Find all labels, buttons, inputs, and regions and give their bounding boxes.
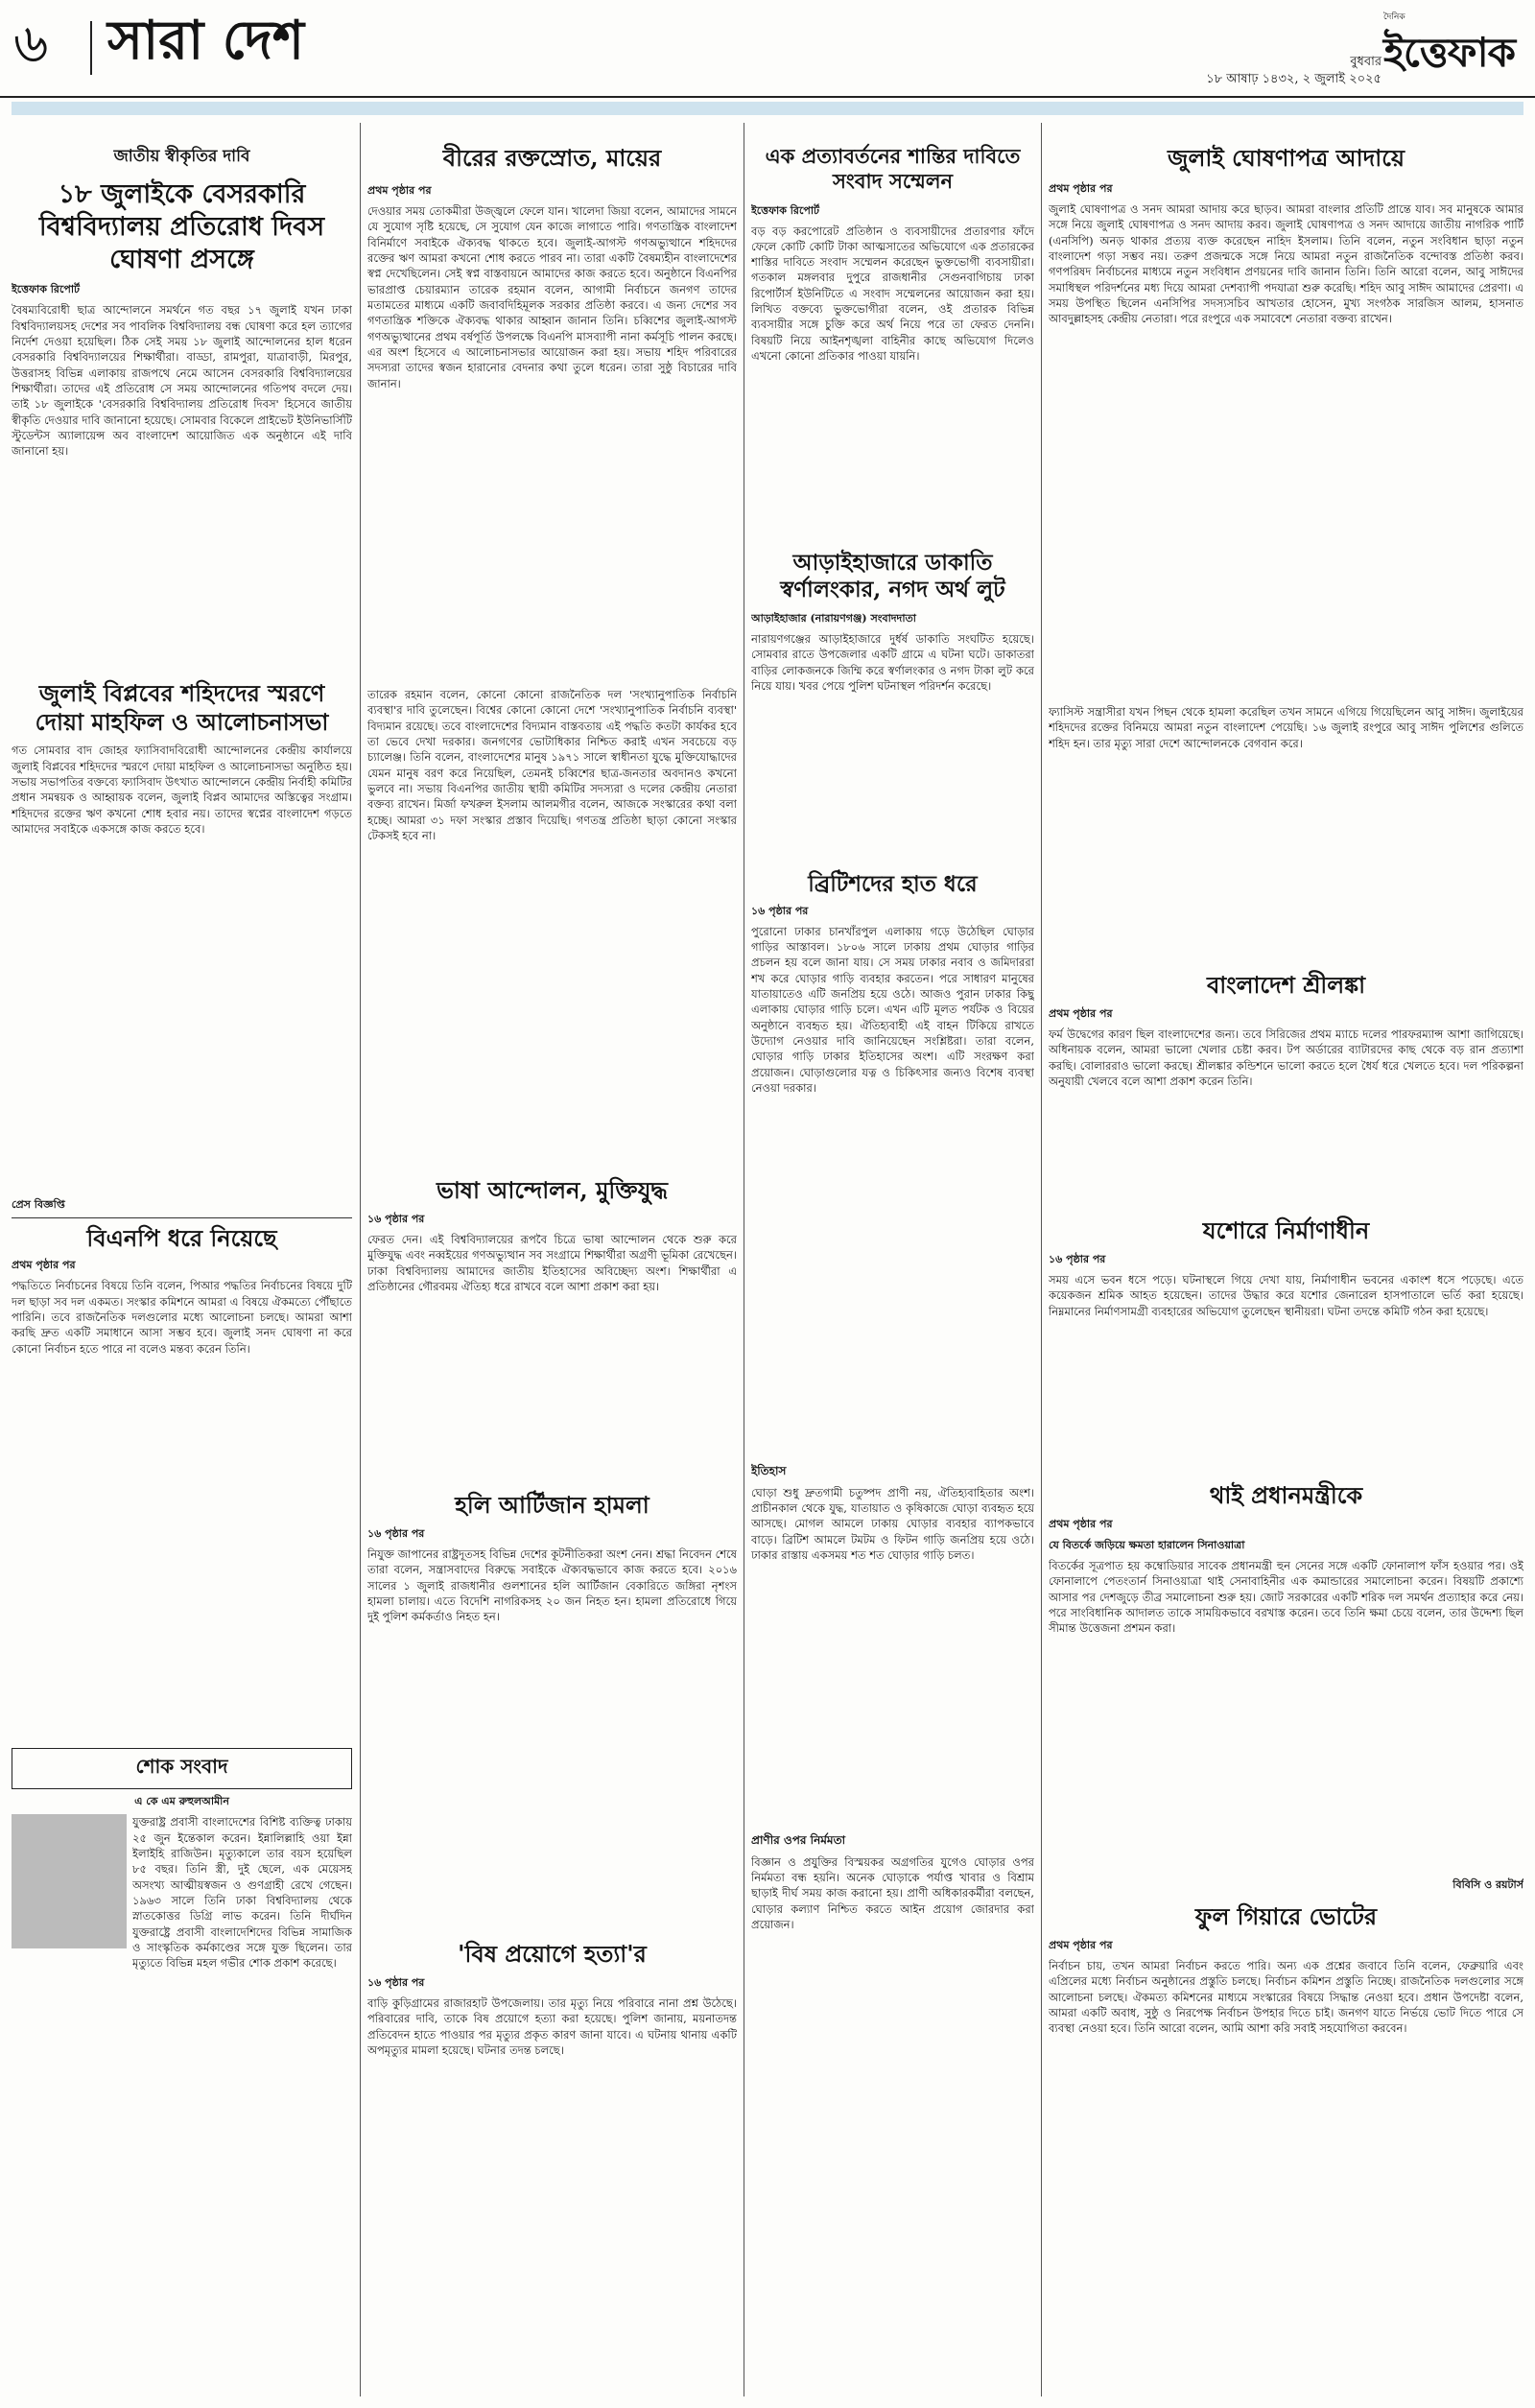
obituary-body: যুক্তরাষ্ট্র প্রবাসী বাংলাদেশের বিশিষ্ট ব্যক্তিত্ব ঢাকায় ২৫ জুন ইন্তেকাল করেন। ইন্নালিল্লাহি ওয়া ইন্না ইলাইহি রাজিউন। মৃত্যুকালে তার বয়স হয়েছিল ৮৫ বছর। তিনি স্ত্রী, দুই ছেলে, এক মেয়েসহ অসংখ্য আত্মীয়স্বজন ও গুণগ্রাহী রেখে গেছেন। ১৯৬৩ সালে তিনি ঢাকা বিশ্ববিদ্যালয় থেকে স্নাতকোত্তর ডিগ্রি লাভ করেন। তিনি দীর্ঘদিন যুক্তরাষ্ট্রে প্রবাসী বাংলাদেশিদের বিভিন্ন সামাজিক ও সাংস্কৃতিক কর্মকাণ্ডের সঙ্গে যুক্ত ছিলেন। তার মৃত্যুতে বিভিন্ন মহল গভীর শোক প্রকাশ করেছে। (132, 1815, 352, 1971)
article-headline: বীরের রক্তস্রোত, মায়ের (442, 144, 662, 172)
article-headline: ১৮ জুলাইকে বেসরকারি বিশ্ববিদ্যালয় প্রতিরোধ দিবস ঘোষণা প্রসঙ্গে (38, 179, 325, 274)
byline: আড়াইহাজার (নারায়ণগঞ্জ) সংবাদদাতা (751, 612, 916, 625)
article-body: জুলাই ঘোষণাপত্র ও সনদ আমরা আদায় করে ছাড়ব। আমরা বাংলার প্রতিটি প্রান্তে যাব। সব মানুষকে আমার সঙ্গে নিয়ে জুলাই ঘোষণাপত্র ও সনদ আদায় করব। জুলাই ঘোষণাপত্র ও সনদ আদায়ে জাতীয় নাগরিক পার্টি (এনসিপি) অনড় থাকার প্রত্যয় ব্যক্ত করেছেন নাহিদ ইসলাম। তিনি বলেন, নতুন সংবিধান ছাড়া নতুন বাংলাদেশ গড়া সম্ভব নয়। তরুণ প্রজন্মকে সঙ্গে নিয়ে আমরা নতুন রাজনৈতিক বন্দোবস্ত প্রতিষ্ঠা করব। গণপরিষদ নির্বাচনের মাধ্যমে নতুন সংবিধান প্রণয়নের দাবি জানান তিনি। তিনি আরো বলেন, আবু সাঈদের সমাধিস্থল পরিদর্শনের মধ্য দিয়ে আমরা দেশব্যাপী পদযাত্রা শুরু করেছি। শহিদ আবু সাঈদ আমাদের প্রেরণা। এ সময় উপস্থিত ছিলেন এনসিপির সদস্যসচিব আখতার হোসেন, মুখ্য সংগঠক সারজিস আলম, হাসনাত আবদুল্লাহসহ কেন্দ্রীয় নেতারা। পরে রংপুরে এক সমাবেশে নেতারা বক্তব্য রাখেন। (1049, 202, 1523, 326)
subarticle-headline: যশোরে নির্মাণাধীন (1202, 1216, 1370, 1244)
subarticle-headline: ফুল গিয়ারে ভোটের (1194, 1902, 1378, 1930)
color-band (12, 102, 1523, 115)
weekday: বুধবার (1350, 55, 1382, 69)
continued-from: প্রথম পৃষ্ঠার পর (1049, 182, 1113, 195)
logo-small-text: দৈনিক (1383, 12, 1405, 22)
subarticle-body: বিতর্কের সূত্রপাত হয় কম্বোডিয়ার সাবেক প্রধানমন্ত্রী হুন সেনের সঙ্গে একটি ফোনালাপ ফাঁস হওয়ার পর। ওই ফোনালাপে পেতংতার্ন সিনাওয়াত্রা থাই সেনাবাহিনীর এক কমান্ডারের সমালোচনা করেন। বিষয়টি প্রকাশ্যে আসার পর দেশজুড়ে তীব্র সমালোচনা শুরু হয়। জোট সরকারের একটি শরিক দল সমর্থন প্রত্যাহার করে নেয়। পরে সাংবিধানিক আদালত তাকে সাময়িকভাবে বরখাস্ত করেন। তবে তিনি ক্ষমা চেয়ে বলেন, তার উদ্দেশ্য ছিল সীমান্ত উত্তেজনা প্রশমন করা। (1049, 1559, 1523, 1636)
logo-name: ইত্তেফাক (1383, 29, 1516, 76)
dateline (1206, 54, 1382, 87)
subarticle-body: গত সোমবার বাদ জোহর ফ্যাসিবাদবিরোধী আন্দোলনের কেন্দ্রীয় কার্যালয়ে জুলাই বিপ্লবের শহিদদের স্মরণে দোয়া মাহফিল ও আলোচনাসভা অনুষ্ঠিত হয়। সভায় সভাপতির বক্তব্যে ফ্যাসিবাদ উৎখাত আন্দোলনে কেন্দ্রীয় নির্বাহী কমিটির প্রধান সমন্বয়ক ও আহ্বায়ক বলেন, জুলাই বিপ্লব আমাদের অস্তিত্বের সংগ্রাম। শহিদদের রক্তের ঋণ কখনো শোধ হবার নয়। তাদের স্বপ্নের বাংলাদেশ গড়তে আমাদের সবাইকে একসঙ্গে কাজ করতে হবে। (12, 744, 352, 836)
subarticle-headline: বাংলাদেশ শ্রীলঙ্কা (1206, 971, 1366, 999)
divider (12, 1217, 352, 1218)
page-number: ৬ (13, 12, 49, 75)
section-title: সারা দেশ (107, 9, 305, 72)
byline: ইত্তেফাক রিপোর্ট (751, 203, 820, 217)
subarticle-body: ফেরত দেন। এই বিশ্ববিদ্যালয়ের রূপবৈ চিত্রে ভাষা আন্দোলন থেকে শুরু করে মুক্তিযুদ্ধ এবং নব্বইয়ের গণঅভ্যুত্থান সব সংগ্রামে শিক্ষার্থীরা অগ্রণী ভূমিকা রেখেছেন। ঢাকা বিশ্ববিদ্যালয় আমাদের জাতীয় ইতিহাসের অবিচ্ছেদ্য অংশ। শিক্ষার্থীরা এ প্রতিষ্ঠানের গৌরবময় ঐতিহ্য ধরে রাখবে বলে আশা প্রকাশ করা হয়। (367, 1233, 737, 1293)
subarticle-headline: হলি আর্টিজান হামলা (455, 1491, 649, 1519)
article-headline: এক প্রত্যাবর্তনের শান্তির দাবিতে সংবাদ সম্মেলন (765, 144, 1021, 194)
subarticle-headline: ভাষা আন্দোলন, মুক্তিযুদ্ধ (436, 1176, 669, 1204)
continued-from: ১৬ পৃষ্ঠার পর (367, 1213, 425, 1225)
continued-from: প্রথম পৃষ্ঠার পর (1049, 1518, 1113, 1530)
continued-from: ১৬ পৃষ্ঠার পর (751, 904, 809, 917)
kicker: জাতীয় স্বীকৃতির দাবি (113, 147, 250, 166)
subarticle-body: পদ্ধতিতে নির্বাচনের বিষয়ে তিনি বলেন, পিআর পদ্ধতির নির্বাচনের বিষয়ে দুটি দল ছাড়া সব দল একমত। সংস্কার কমিশনে আমরা এ বিষয়ে ঐকমত্যে পৌঁছাতে পারিনি। তবে রাজনৈতিক দলগুলোর মধ্যে আলোচনা চলছে। আমরা আশা করছি দ্রুত একটি সমাধানে আসা সম্ভব হবে। জুলাই সনদ ঘোষণা না করে কোনো নির্বাচন হতে পারে না বলেও মন্তব্য করেন তিনি। (12, 1279, 352, 1356)
subarticle-headline: বিএনপি ধরে নিয়েছে (86, 1224, 277, 1253)
article-headline: জুলাই ঘোষণাপত্র আদায়ে (1167, 144, 1405, 172)
subarticle-headline: থাই প্রধানমন্ত্রীকে (1209, 1481, 1363, 1509)
subarticle-headline: আড়াইহাজারে ডাকাতি স্বর্ণালংকার, নগদ অর্থ লুট (780, 549, 1005, 603)
continued-from: প্রথম পৃষ্ঠার পর (1049, 1939, 1113, 1951)
subheading-tag: যে বিতর্কে জড়িয়ে ক্ষমতা হারালেন সিনাওয়াত্রা (1049, 1539, 1245, 1551)
byline: ইত্তেফাক রিপোর্ট (12, 283, 81, 296)
column-1 (12, 125, 352, 2398)
subarticle-body: নারায়ণগঞ্জের আড়াইহাজারে দুর্ধর্ষ ডাকাতি সংঘটিত হয়েছে। সোমবার রাতে উপজেলার একটি গ্রামে এ ঘটনা ঘটে। ডাকাতরা বাড়ির লোকজনকে জিম্মি করে স্বর্ণালংকার ও নগদ টাকা লুট করে নিয়ে যায়। খবর পেয়ে পুলিশ ঘটনাস্থল পরিদর্শন করেছে। (751, 632, 1034, 693)
continued-from: প্রথম পৃষ্ঠার পর (1049, 1007, 1113, 1020)
subarticle-body: নির্বাচন চায়, তখন আমরা নির্বাচন করতে পারি। অন্য এক প্রশ্নের জবাবে তিনি বলেন, ফেব্রুয়ারি এবং এপ্রিলের মধ্যে নির্বাচন অনুষ্ঠানের প্রস্তুতি চলছে। নির্বাচন কমিশন প্রস্তুতি নিচ্ছে। রাজনৈতিক দলগুলোর সঙ্গে আলোচনা চলছে। ঐকমত্য কমিশনের মাধ্যমে সংস্কারের বিষয়ে সিদ্ধান্ত নেওয়া হবে। প্রধান উপদেষ্টা বলেন, আমরা একটি অবাধ, সুষ্ঠু ও নিরপেক্ষ নির্বাচন উপহার দিতে চাই। জনগণ যাতে নির্ভয়ে ভোট দিতে পারে সে ব্যবস্থা নেওয়া হবে। তিনি আরো বলেন, আমি আশা করি সবাই সহযোগিতা করবেন। (1049, 1959, 1523, 2036)
news-source: বিবিসি ও রয়টার্স (1452, 1878, 1523, 1891)
column-4 (1049, 125, 1523, 2398)
section-label: প্রাণীর ওপর নির্মমতা (751, 1832, 846, 1847)
column-divider (1041, 123, 1042, 2396)
column-divider (360, 123, 361, 2396)
subarticle-headline: জুলাই বিপ্লবের শহিদদের স্মরণে দোয়া মাহফিল ও আলোচনাসভা (35, 679, 329, 737)
article-body-continued: ফ্যাসিস্ট সন্ত্রাসীরা যখন পিছন থেকে হামলা করেছিল তখন সামনে এগিয়ে গিয়েছিলেন আবু সাঈদ। জুলাইয়ের শহিদদের রক্তের বিনিময়ে আমরা নতুন বাংলাদেশ পেয়েছি। ১৬ জুলাই রংপুরে আবু সাঈদ পুলিশের গুলিতে শহিদ হন। তার মৃত্যু সারা দেশে আন্দোলনকে বেগবান করে। (1049, 705, 1523, 750)
subarticle-headline: 'বিষ প্রয়োগে হত্যা'র (458, 1940, 647, 1968)
continued-from: ১৬ পৃষ্ঠার পর (1049, 1253, 1106, 1265)
subarticle-body: ফর্ম উদ্বেগের কারণ ছিল বাংলাদেশের জন্য। তবে সিরিজের প্রথম ম্যাচে দলের পারফরম্যান্স আশা জাগিয়েছে। অধিনায়ক বলেন, আমরা ভালো খেলার চেষ্টা করব। টপ অর্ডারের ব্যাটারদের কাছ থেকে বড় রান প্রত্যাশা করছি। বোলাররাও ভালো করছে। শ্রীলঙ্কার কন্ডিশনে ভালো করতে হলে ধৈর্য ধরে খেলতে হবে। দল পরিকল্পনা অনুযায়ী খেলবে বলে আশা প্রকাশ করেন তিনি। (1049, 1027, 1523, 1088)
article-body: বড় বড় করপোরেট প্রতিষ্ঠান ও ব্যবসায়ীদের প্রতারণার ফাঁদে ফেলে কোটি কোটি টাকা আত্মসাতের অভিযোগে এক প্রতারকের শাস্তির দাবিতে সংবাদ সম্মেলন করেছেন ভুক্তভোগী ব্যবসায়ীরা। গতকাল মঙ্গলবার দুপুরে রাজধানীর সেগুনবাগিচায় ঢাকা রিপোর্টার্স ইউনিটিতে এ সংবাদ সম্মেলনের আয়োজন করা হয়। লিখিত বক্তব্যে ভুক্তভোগীরা বলেন, ওই প্রতারক বিভিন্ন ব্যবসায়ীর সঙ্গে চুক্তি করে অর্থ নিয়ে পরে তা ফেরত দেননি। বিষয়টি নিয়ে আইনশৃঙ্খলা বাহিনীর কাছে অভিযোগ দিলেও এখনো কোনো প্রতিকার পাওয়া যায়নি। (751, 224, 1034, 364)
obituary-photo (12, 1814, 127, 1948)
masthead-rule (0, 96, 1535, 98)
article-body: বৈষম্যবিরোধী ছাত্র আন্দোলনে সমর্থনে গত বছর ১৭ জুলাই যখন ঢাকা বিশ্ববিদ্যালয়সহ দেশের সব পাবলিক বিশ্ববিদ্যালয় বন্ধ ঘোষণা করে হল ত্যাগের নির্দেশ দেওয়া হয়েছিল। ঠিক সেই সময় ১৮ জুলাই আন্দোলনের হাল ধরেন বেসরকারি বিশ্ববিদ্যালয়ের শিক্ষার্থীরা। বাড্ডা, রামপুরা, যাত্রাবাড়ী, মিরপুর, উত্তরাসহ বিভিন্ন এলাকায় রাজপথে নেমে আসেন বেসরকারি বিশ্ববিদ্যালয়ের শিক্ষার্থীরা। তাদের এই প্রতিরোধ সে সময় আন্দোলনের গতিপথ বদলে দেয়। তাই ১৮ জুলাইকে 'বেসরকারি বিশ্ববিদ্যালয় প্রতিরোধ দিবস' হিসেবে জাতীয় স্বীকৃতি দেওয়ার দাবি জানানো হয়েছে। সোমবার বিকেলে প্রাইভেট ইউনিভার্সিটি স্টুডেন্টস অ্যালায়েন্স অব বাংলাদেশ আয়োজিত এক অনুষ্ঠানে এই দাবি জানানো হয়। (12, 303, 352, 459)
subarticle-body: বিজ্ঞান ও প্রযুক্তির বিস্ময়কর অগ্রগতির যুগেও ঘোড়ার ওপর নির্মমতা বন্ধ হয়নি। অনেক ঘোড়াকে পর্যাপ্ত খাবার ও বিশ্রাম ছাড়াই দীর্ঘ সময় কাজ করানো হয়। প্রাণী অধিকারকর্মীরা বলছেন, ঘোড়ার কল্যাণ নিশ্চিত করতে আইন প্রয়োগ জোরদার করা প্রয়োজন। (751, 1854, 1034, 1932)
obituary-title: শোক সংবাদ (12, 1748, 352, 1789)
subarticle-body: সময় এসে ভবন ধসে পড়ে। ঘটনাস্থলে গিয়ে দেখা যায়, নির্মাণাধীন ভবনের একাংশ ধসে পড়েছে। এতে কয়েকজন শ্রমিক আহত হয়েছেন। তাদের উদ্ধার করে যশোর জেনারেল হাসপাতালে ভর্তি করা হয়েছে। নিম্নমানের নির্মাণসামগ্রী ব্যবহারের অভিযোগ তুলেছেন স্থানীয়রা। ঘটনা তদন্তে কমিটি গঠন করা হয়েছে। (1049, 1273, 1523, 1318)
column-2 (367, 125, 737, 2398)
newspaper-logo (1378, 10, 1522, 88)
press-release-label: প্রেস বিজ্ঞপ্তি (12, 1198, 65, 1212)
obituary-name: এ কে এম রুহুলআমীন (134, 1795, 229, 1808)
continued-from: ১৬ পৃষ্ঠার পর (367, 1976, 425, 1989)
issue-date: ১৮ আষাঢ় ১৪৩২, ২ জুলাই ২০২৫ (1206, 71, 1382, 86)
continued-from: প্রথম পৃষ্ঠার পর (12, 1259, 76, 1272)
column-3 (751, 125, 1034, 2398)
continued-from: ১৬ পৃষ্ঠার পর (367, 1527, 425, 1540)
subarticle-headline: ব্রিটিশদের হাত ধরে (808, 871, 978, 897)
subarticle-body: ঘোড়া শুধু দ্রুতগামী চতুষ্পদ প্রাণী নয়, ঐতিহ্যবাহিতার অংশ। প্রাচীনকাল থেকে যুদ্ধ, যাতায়াত ও কৃষিকাজে ঘোড়া ব্যবহৃত হয়ে আসছে। মোগল আমলে ঢাকায় ঘোড়ার ব্যবহার ব্যাপকভাবে বাড়ে। ব্রিটিশ আমলে টমটম ও ফিটন গাড়ি জনপ্রিয় হয়ে ওঠে। ঢাকার রাস্তায় একসময় শত শত ঘোড়ার গাড়ি চলত। (751, 1485, 1034, 1563)
subarticle-body: পুরোনো ঢাকার চানখাঁরপুল এলাকায় গড়ে উঠেছিল ঘোড়ার গাড়ির আস্তাবল। ১৮০৬ সালে ঢাকায় প্রথম ঘোড়ার গাড়ির প্রচলন হয় বলে জানা যায়। সে সময় ঢাকার নবাব ও জমিদাররা শখ করে ঘোড়ার গাড়ি ব্যবহার করতেন। পরে সাধারণ মানুষের যাতায়াতেও এটি জনপ্রিয় হয়ে ওঠে। আজও পুরান ঢাকার কিছু এলাকায় ঘোড়ার গাড়ি চলে। এখন এটি মূলত পর্যটক ও বিয়ের অনুষ্ঠানে ব্যবহৃত হয়। ঐতিহ্যবাহী এই বাহন টিকিয়ে রাখতে উদ্যোগ নেওয়ার দাবি জানিয়েছেন সংশ্লিষ্টরা। তারা বলেন, ঘোড়ার গাড়ি ঢাকার ইতিহাসের অংশ। এটি সংরক্ষণ করা প্রয়োজন। ঘোড়াগুলোর যত্ন ও চিকিৎসার জন্যও বিশেষ ব্যবস্থা নেওয়া দরকার। (751, 924, 1034, 1096)
subarticle-body: বাড়ি কুড়িগ্রামের রাজারহাট উপজেলায়। তার মৃত্যু নিয়ে পরিবারে নানা প্রশ্ন উঠেছে। পরিবারের দাবি, তাকে বিষ প্রয়োগে হত্যা করা হয়েছে। পুলিশ জানায়, ময়নাতদন্ত প্রতিবেদন হাতে পাওয়ার পর মৃত্যুর প্রকৃত কারণ জানা যাবে। এ ঘটনায় থানায় একটি অপমৃত্যুর মামলা হয়েছে। ঘটনার তদন্ত চলছে। (367, 1996, 737, 2057)
subarticle-body: নিযুক্ত জাপানের রাষ্ট্রদূতসহ বিভিন্ন দেশের কূটনীতিকরা অংশ নেন। শ্রদ্ধা নিবেদন শেষে তারা বলেন, সন্ত্রাসবাদের বিরুদ্ধে সবাইকে ঐক্যবদ্ধভাবে কাজ করতে হবে। ২০১৬ সালের ১ জুলাই রাজধানীর গুলশানের হলি আর্টিজান বেকারিতে জঙ্গিরা নৃশংস হামলা চালায়। এতে বিদেশি নাগরিকসহ ২০ জন নিহত হন। হামলা প্রতিরোধে গিয়ে দুই পুলিশ কর্মকর্তাও নিহত হন। (367, 1547, 737, 1624)
article-body-continued: তারেক রহমান বলেন, কোনো কোনো রাজনৈতিক দল 'সংখ্যানুপাতিক নির্বাচনি ব্যবস্থা'র দাবি তুলেছেন। বিশ্বের কোনো কোনো দেশে 'সংখ্যানুপাতিক নির্বাচনি ব্যবস্থা' বিদ্যমান রয়েছে। তবে বাংলাদেশের বিদ্যমান বাস্তবতায় এই পদ্ধতি কতটা কার্যকর হবে তা ভেবে দেখা দরকার। জনগণের ভোটাধিকার নিশ্চিত করাই এখন সবচেয়ে বড় চ্যালেঞ্জ। তিনি বলেন, বাংলাদেশের মানুষ ১৯৭১ সালে স্বাধীনতা যুদ্ধে মুক্তিযোদ্ধাদের যেমন মানুষ বরণ করে নিয়েছিল, তেমনই চব্বিশের ছাত্র-জনতার অবদানও কখনো ভুলবে না। সভায় বিএনপির জাতীয় স্থায়ী কমিটির সদস্যরা ও দলের কেন্দ্রীয় নেতারা বক্তব্য রাখেন। মির্জা ফখরুল ইসলাম আলমগীর বলেন, আজকে সংস্কারের কথা বলা হচ্ছে। আমরা ৩১ দফা সংস্কার প্রস্তাব দিয়েছি। গণতন্ত্র প্রতিষ্ঠা ছাড়া কোনো সংস্কার টেকসই হবে না। (367, 688, 737, 842)
section-label: ইতিহাস (751, 1463, 787, 1477)
continued-from: প্রথম পৃষ্ঠার পর (367, 184, 432, 197)
article-body: দেওয়ার সময় তোকমীরা উজ্জ্বলে ফেলে যান। খালেদা জিয়া বলেন, আমাদের সামনে যে সুযোগ সৃষ্টি হয়েছে, সে সুযোগ যেন কাজে লাগাতে পারি। গণতান্ত্রিক বাংলাদেশ বিনির্মাণে সবাইকে ঐক্যবদ্ধ থাকতে হবে। জুলাই-আগস্ট গণঅভ্যুত্থানে শহিদদের রক্তের ঋণ আমরা কখনো শোধ করতে পারব না। তারা একটি বৈষম্যহীন বাংলাদেশের স্বপ্ন দেখেছিলেন। সেই স্বপ্ন বাস্তবায়নে আমাদের কাজ করতে হবে। অনুষ্ঠানে বিএনপির ভারপ্রাপ্ত চেয়ারম্যান তারেক রহমান বলেন, আগামী নির্বাচনে জনগণ তাদের মতামতের মাধ্যমে একটি জবাবদিহিমূলক সরকার প্রতিষ্ঠা করবে। এ জন্য দেশের সব গণতান্ত্রিক শক্তিকে ঐক্যবদ্ধ থাকার আহ্বান জানান তিনি। চব্বিশের জুলাই-আগস্ট গণঅভ্যুত্থানের প্রথম বর্ষপূর্তি উপলক্ষে বিএনপি মাসব্যাপী নানা কর্মসূচি পালন করছে। এর অংশ হিসেবে এ আলোচনাসভার আয়োজন করা হয়। সভায় শহিদ পরিবারের সদস্যরা তাদের স্বজন হারানোর বেদনার কথা তুলে ধরেন। তারা সুষ্ঠু বিচারের দাবি জানান। (367, 204, 737, 390)
masthead-divider (90, 21, 92, 75)
